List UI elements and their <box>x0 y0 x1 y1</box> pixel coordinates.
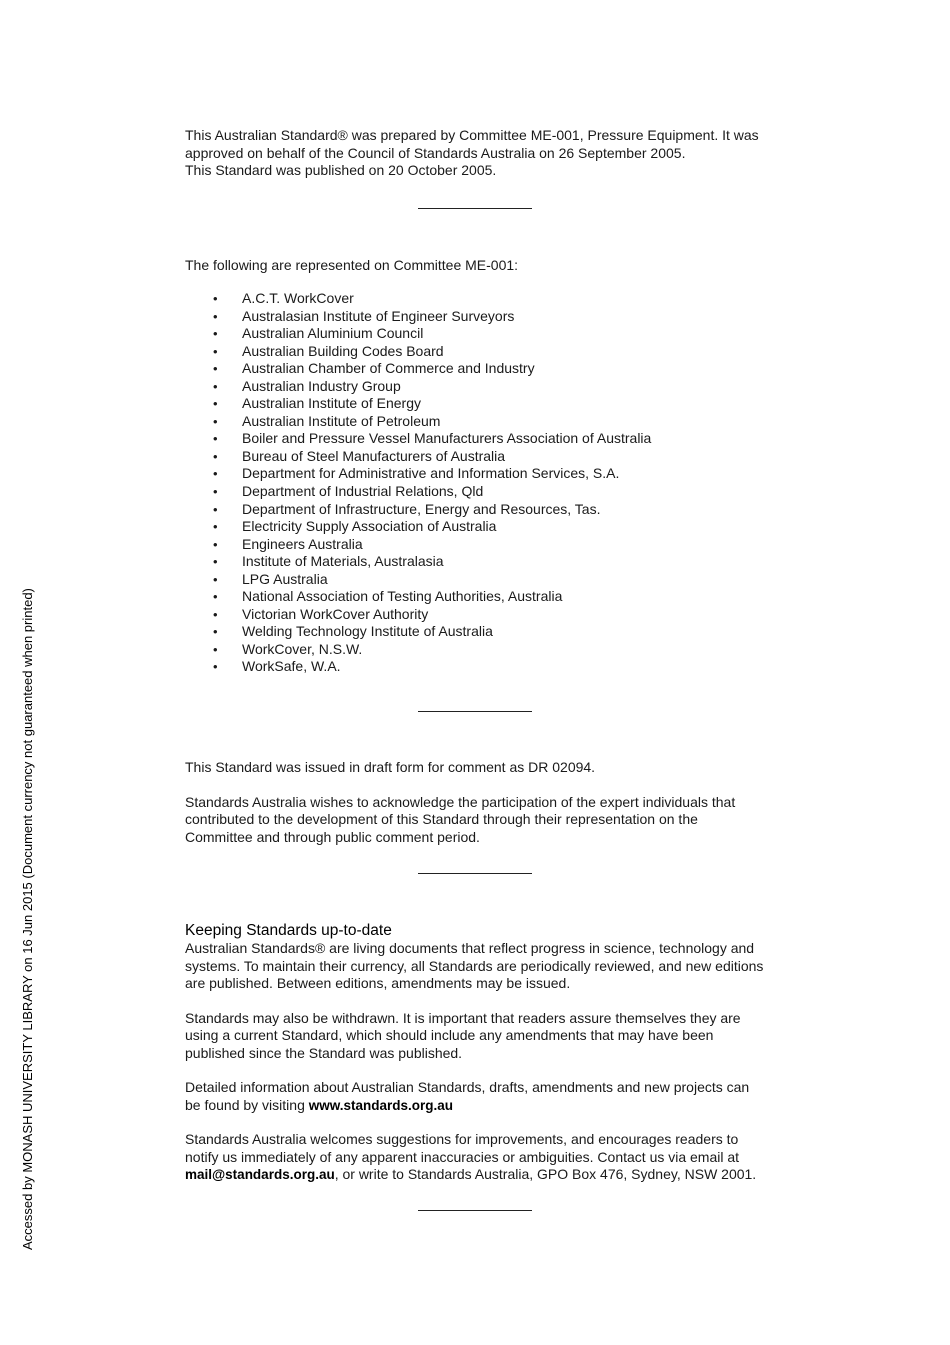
paragraph-text: , or write to Standards Australia, GPO Box 476, Sydney, NSW 2001. <box>334 1166 757 1183</box>
paragraph-line: contributed to the development of this Standard through their representation on the <box>185 811 698 828</box>
list-item: • National Association of Testing Authorities, Australia <box>185 588 775 606</box>
section-divider <box>418 711 532 712</box>
list-item: • Institute of Materials, Australasia <box>185 553 775 571</box>
list-item: • Boiler and Pressure Vessel Manufacturers Association of Australia <box>185 430 775 448</box>
draft-notice: This Standard was issued in draft form for comment as DR 02094. <box>185 759 596 776</box>
standards-website-link[interactable]: www.standards.org.au <box>308 1097 454 1113</box>
preamble-line: This Standard was published on 20 October 2005. <box>185 162 497 178</box>
paragraph-text: be found by visiting <box>185 1096 309 1113</box>
section-heading: Keeping Standards up-to-date <box>185 922 392 940</box>
list-item: • WorkSafe, W.A. <box>185 658 775 676</box>
list-item: • Australian Aluminium Council <box>185 325 775 343</box>
list-item: • Bureau of Steel Manufacturers of Australia <box>185 448 775 466</box>
feedback-paragraph <box>185 1131 775 1184</box>
withdrawal-paragraph <box>185 1010 775 1063</box>
paragraph-line <box>185 1166 775 1184</box>
access-watermark: Accessed by MONASH UNIVERSITY LIBRARY on 16 Jun 2015 (Document currency not guaranteed when printed) <box>20 588 35 1250</box>
list-item: • Department for Administrative and Information Services, S.A. <box>185 465 775 483</box>
currency-paragraph <box>185 940 775 993</box>
paragraph-line: systems. To maintain their currency, all Standards are periodically reviewed, and new editions <box>185 957 764 974</box>
list-item: • WorkCover, N.S.W. <box>185 641 775 659</box>
list-item: • Australian Chamber of Commerce and Industry <box>185 360 775 378</box>
committee-intro: The following are represented on Committee ME-001: <box>185 256 519 273</box>
contact-email-link[interactable]: mail@standards.org.au <box>185 1167 335 1183</box>
list-item: • Australasian Institute of Engineer Surveyors <box>185 308 775 326</box>
paragraph-line: Standards Australia wishes to acknowledge the participation of the expert individuals that <box>185 793 736 810</box>
paragraph-line: Standards Australia welcomes suggestions for improvements, and encourages readers to <box>185 1131 739 1148</box>
paragraph-line: notify us immediately of any apparent inaccuracies or ambiguities. Contact us via email at <box>185 1148 740 1165</box>
paragraph-line: Committee and through public comment period. <box>185 828 480 845</box>
list-item: • Victorian WorkCover Authority <box>185 606 775 624</box>
section-divider <box>418 873 532 874</box>
paragraph-line: Australian Standards® are living documents that reflect progress in science, technology and <box>185 940 755 957</box>
paragraph-line: Detailed information about Australian Standards, drafts, amendments and new projects can <box>185 1079 750 1096</box>
paragraph-line: Standards may also be withdrawn. It is important that readers assure themselves they are <box>185 1009 741 1026</box>
list-item: • Department of Infrastructure, Energy and Resources, Tas. <box>185 501 775 519</box>
list-item: • Australian Industry Group <box>185 378 775 396</box>
committee-member-list <box>185 290 775 676</box>
paragraph-line: published since the Standard was published. <box>185 1044 463 1061</box>
paragraph-line <box>185 1097 775 1115</box>
paragraph-line: are published. Between editions, amendments may be issued. <box>185 975 571 992</box>
list-item: • Engineers Australia <box>185 536 775 554</box>
list-item: • Department of Industrial Relations, Qld <box>185 483 775 501</box>
information-paragraph <box>185 1079 775 1114</box>
section-divider <box>418 208 532 209</box>
preamble <box>185 127 775 180</box>
list-item: • LPG Australia <box>185 571 775 589</box>
list-item: • Welding Technology Institute of Australia <box>185 623 775 641</box>
preamble-line: This Australian Standard® was prepared by Committee ME-001, Pressure Equipment. It was <box>185 127 759 143</box>
preamble-line: approved on behalf of the Council of Standards Australia on 26 September 2005. <box>185 144 686 161</box>
list-item: • Australian Building Codes Board <box>185 343 775 361</box>
list-item: • Australian Institute of Petroleum <box>185 413 775 431</box>
page-content <box>185 127 775 1211</box>
list-item: • Electricity Supply Association of Australia <box>185 518 775 536</box>
list-item: • A.C.T. WorkCover <box>185 290 775 308</box>
acknowledgement-paragraph <box>185 794 775 847</box>
section-divider <box>418 1210 532 1211</box>
list-item: • Australian Institute of Energy <box>185 395 775 413</box>
paragraph-line: using a current Standard, which should include any amendments that may have been <box>185 1027 714 1044</box>
